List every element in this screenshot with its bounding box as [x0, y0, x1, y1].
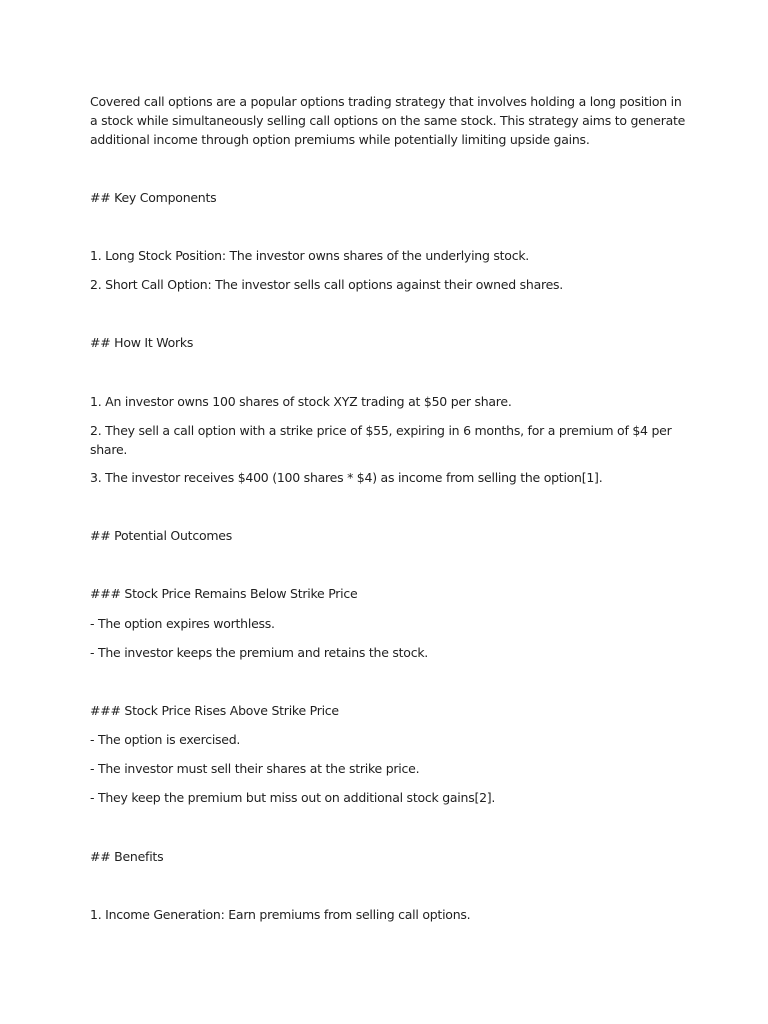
below-strike-item: - The investor keeps the premium and retains the stock. [90, 645, 429, 660]
below-strike-item: - The option expires worthless. [90, 616, 275, 631]
how-it-works-item: 3. The investor receives $400 (100 shares * $4) as income from selling the option[1]. [90, 470, 603, 485]
heading-benefits: ## Benefits [90, 849, 164, 864]
above-strike-item: - The option is exercised. [90, 732, 241, 747]
how-it-works-item: 2. They sell a call option with a strike price of $55, expiring in 6 months, for a premium of $4 per share. [90, 423, 672, 457]
how-it-works-item: 1. An investor owns 100 shares of stock XYZ trading at $50 per share. [90, 394, 512, 409]
heading-potential-outcomes: ## Potential Outcomes [90, 528, 232, 543]
above-strike-item: - The investor must sell their shares at the strike price. [90, 761, 420, 776]
heading-key-components: ## Key Components [90, 190, 217, 205]
key-component-item: 1. Long Stock Position: The investor owns shares of the underlying stock. [90, 248, 530, 263]
subheading-above-strike: ### Stock Price Rises Above Strike Price [90, 703, 339, 718]
key-component-item: 2. Short Call Option: The investor sells call options against their owned shares. [90, 277, 564, 292]
above-strike-item: - They keep the premium but miss out on additional stock gains[2]. [90, 790, 496, 805]
subheading-below-strike: ### Stock Price Remains Below Strike Price [90, 586, 358, 601]
benefits-item: 1. Income Generation: Earn premiums from selling call options. [90, 907, 471, 922]
intro-paragraph: Covered call options are a popular options trading strategy that involves holding a long position in a stock while simultaneously selling call options on the same stock. This strategy aims to generate additional income through option premiums while potentially limiting upside gains. [90, 94, 686, 147]
heading-how-it-works: ## How It Works [90, 335, 194, 350]
